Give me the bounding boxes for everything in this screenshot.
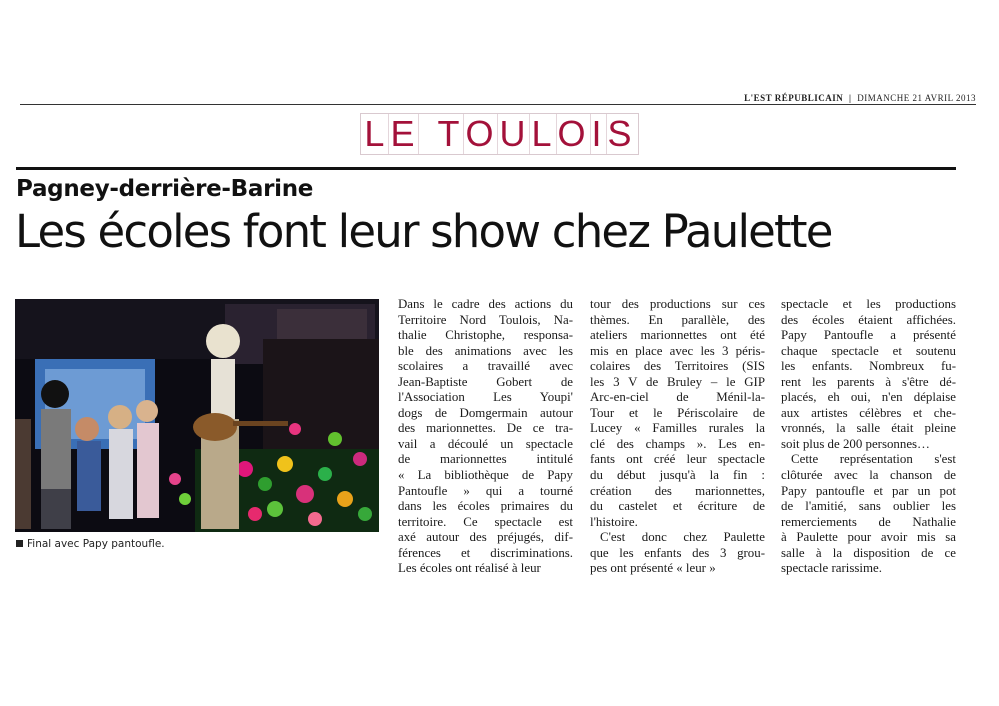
article-text-line: rent les parents à s'être dé- <box>781 374 956 389</box>
section-letter: O <box>557 113 589 154</box>
article-text-line: du début jusqu'à la fin : <box>590 468 765 483</box>
article-text-line: chaque spectacle et soutenu <box>781 343 956 358</box>
section-rule <box>16 167 956 170</box>
section-letter: O <box>465 113 497 154</box>
article-text-line: spectacle et les productions <box>781 297 956 311</box>
article-text-line: l'Association Les Youpi' <box>398 390 573 405</box>
article-text-line: colaires des Territoires (SIS <box>590 359 765 374</box>
article-text-line: l'histoire. <box>590 514 638 529</box>
article-text-line: territoire. Ce spectacle est <box>398 514 573 529</box>
section-letter: L <box>364 113 388 154</box>
article-text-line: du castelet et écriture de <box>590 499 765 514</box>
article-text-line: spectacle rarissime. <box>781 561 882 576</box>
article-text-line: Lucey « Familles rurales la <box>590 421 765 436</box>
article-text-line: Papy Pantoufle a présenté <box>781 328 956 343</box>
article-text-line: des marionnettes. De ce tra- <box>398 421 573 436</box>
article-text-line: mis en place avec les 3 péris- <box>590 343 765 358</box>
article-text-line: vronnés, la salle était pleine <box>781 421 956 436</box>
section-letter: S <box>607 113 635 154</box>
article-locality: Pagney-derrière-Barine <box>16 176 314 202</box>
article-text-line: pes ont présenté « leur » <box>590 561 716 576</box>
caption-bullet <box>16 540 23 547</box>
article-text-line: thèmes. En parallèle, des <box>590 312 765 327</box>
article-text-line: ateliers marionnettes ont été <box>590 328 765 343</box>
article-text-line: soit plus de 200 personnes… <box>781 436 930 451</box>
section-title <box>360 113 638 155</box>
article-text-line: clôturée avec la chanson de <box>781 468 956 483</box>
publication-name: L'EST RÉPUBLICAIN <box>744 93 844 103</box>
article-text-line: scolaires a travaillé avec <box>398 359 573 374</box>
header-separator: | <box>849 93 852 103</box>
article-column-2 <box>590 297 765 577</box>
publication-date: DIMANCHE 21 AVRIL 2013 <box>857 93 976 103</box>
article-text-line: Territoire Nord Toulois, Na- <box>398 312 573 327</box>
article-text-line: férences et discriminations. <box>398 545 573 560</box>
article-text-line: salle à la disposition de ce <box>781 545 956 560</box>
article-text-line: de marionnettes intitulé <box>398 452 573 467</box>
article-text-line: Papy pantoufle et par un pot <box>781 483 956 498</box>
article-text-line: thalie Christophe, responsa- <box>398 328 573 343</box>
article-text-line: Cette représentation s'est <box>791 452 956 467</box>
article-text-line: tour des productions sur ces <box>590 297 765 311</box>
section-letter: U <box>499 113 529 154</box>
article-text-line: les 3 V de Bruley – le GIP <box>590 374 765 389</box>
article-text-line: axé autour des préjugés, dif- <box>398 530 573 545</box>
article-text-line: placés, eh oui, n'en déplaise <box>781 390 956 405</box>
article-photo <box>15 299 379 532</box>
article-text-line: vail a découlé un spectacle <box>398 436 573 451</box>
section-letter: E <box>390 113 418 154</box>
article-text-line: C'est donc chez Paulette <box>600 530 765 545</box>
section-banner <box>0 113 999 155</box>
section-letter: T <box>437 113 463 154</box>
photo-caption-text: Final avec Papy pantoufle. <box>27 538 165 550</box>
article-text-line: fants ont créé leur spectacle <box>590 452 765 467</box>
stage-photo-illustration <box>15 299 379 532</box>
article-text-line: de l'amitié, sans oublier les <box>781 499 956 514</box>
article-text-line: aux artistes célèbres et che- <box>781 405 956 420</box>
article-text-line: dans les écoles primaires du <box>398 499 573 514</box>
article-text-line: remerciements de Nathalie <box>781 514 956 529</box>
article-text-line: que les enfants des 3 grou- <box>590 545 765 560</box>
section-letter: L <box>531 113 555 154</box>
section-letter: I <box>591 113 605 154</box>
top-rule <box>20 104 976 105</box>
article-text-line: à Paulette pour avoir mis sa <box>781 530 956 545</box>
article-text-line: Les écoles ont réalisé à leur <box>398 561 541 576</box>
article-text-line: Pantoufle » qui a tourné <box>398 483 573 498</box>
article-headline: Les écoles font leur show chez Paulette <box>15 205 832 258</box>
article-text-line: « La bibliothèque de Papy <box>398 468 573 483</box>
article-text-line: Jean-Baptiste Gobert de <box>398 374 573 389</box>
article-column-1 <box>398 297 573 577</box>
article-text-line: des écoles étaient affichées. <box>781 312 956 327</box>
article-text-line: Tour et le Périscolaire de <box>590 405 765 420</box>
article-text-line: ble des animations avec les <box>398 343 573 358</box>
article-text-line: création des marionnettes, <box>590 483 765 498</box>
article-text-line: Dans le cadre des actions du <box>398 297 573 311</box>
article-text-line: clé des champs ». Les en- <box>590 436 765 451</box>
page-header <box>744 93 976 103</box>
article-text-line: dogs de Domgermain autour <box>398 405 573 420</box>
photo-caption <box>16 538 165 550</box>
article-text-line: Arc-en-ciel de Ménil-la- <box>590 390 765 405</box>
article-text-line: les enfants. Nombreux fu- <box>781 359 956 374</box>
article-column-3 <box>781 297 956 577</box>
